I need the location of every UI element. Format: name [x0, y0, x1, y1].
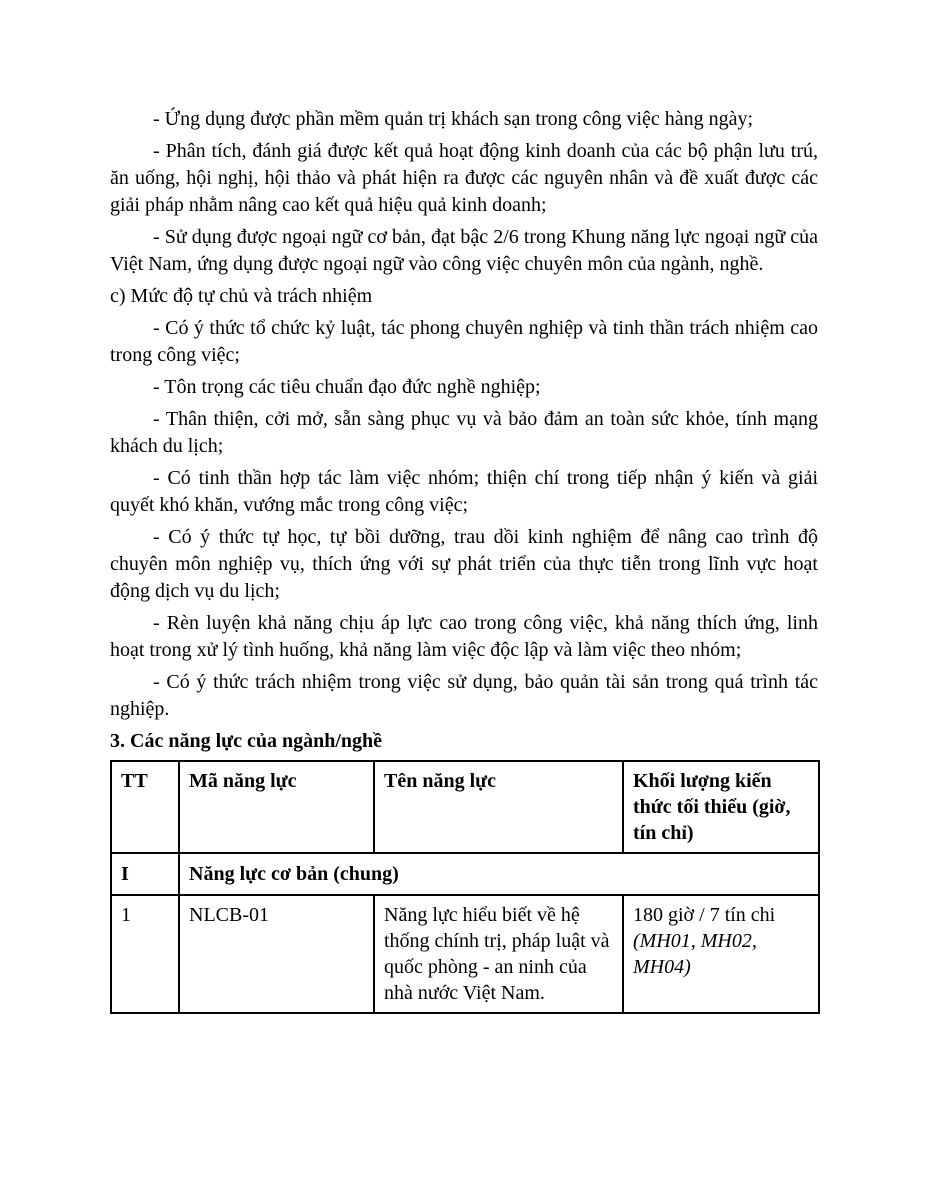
paragraph-ung-dung: - Ứng dụng được phần mềm quản trị khách sạn trong công việc hàng ngày; — [153, 108, 754, 130]
competency-table — [110, 760, 820, 1014]
table-header-row — [111, 761, 819, 853]
cell-competency-code: NLCB-01 — [179, 895, 374, 1013]
subsection-heading-c: c) Mức độ tự chủ và trách nhiệm — [110, 285, 373, 307]
group-row-title: Năng lực cơ bản (chung) — [179, 853, 819, 895]
volume-hours: 180 giờ / 7 tín chi — [633, 904, 776, 926]
paragraph-y-thuc-to-chuc: - Có ý thức tổ chức kỷ luật, tác phong chuyên nghiệp và tinh thần trách nhiệm cao trong công việc; — [110, 317, 818, 366]
volume-note: (MH01, MH02, MH04) — [633, 930, 757, 978]
group-row-number: I — [111, 853, 179, 895]
paragraph-phan-tich: - Phân tích, đánh giá được kết quả hoạt động kinh doanh của các bộ phận lưu trú, ăn uống, hội nghị, hội thảo và phát hiện ra được các nguyên nhân và đề xuất được các giải pháp nhằm nâng cao kết quả hiệu quả kinh doanh; — [110, 140, 818, 216]
paragraph-trach-nhiem-tai-san: - Có ý thức trách nhiệm trong việc sử dụng, bảo quản tài sản trong quá trình tác nghiệp. — [110, 671, 818, 720]
paragraph-ren-luyen: - Rèn luyện khả năng chịu áp lực cao trong công việc, khả năng thích ứng, linh hoạt trong xử lý tình huống, khả năng làm việc độc lập và làm việc theo nhóm; — [110, 612, 818, 661]
cell-row-number: 1 — [111, 895, 179, 1013]
table-row — [111, 895, 819, 1013]
column-header-tt: TT — [111, 761, 179, 853]
column-header-ten-nang-luc: Tên năng lực — [374, 761, 623, 853]
table-group-row — [111, 853, 819, 895]
paragraph-ton-trong: - Tôn trọng các tiêu chuẩn đạo đức nghề nghiệp; — [153, 376, 541, 398]
paragraph-tu-hoc: - Có ý thức tự học, tự bồi dưỡng, trau dồi kinh nghiệm để nâng cao trình độ chuyên môn nghiệp vụ, thích ứng với sự phát triển của thực tiễn trong lĩnh vực hoạt động dịch vụ du lịch; — [110, 526, 818, 602]
cell-volume — [623, 895, 819, 1013]
section-heading-3: 3. Các năng lực của ngành/nghề — [110, 730, 383, 752]
column-header-ma-nang-luc: Mã năng lực — [179, 761, 374, 853]
paragraph-su-dung-ngoai-ngu: - Sử dụng được ngoại ngữ cơ bản, đạt bậc 2/6 trong Khung năng lực ngoại ngữ của Việt Nam, ứng dụng được ngoại ngữ vào công việc chuyên môn của ngành, nghề. — [110, 226, 818, 275]
paragraph-than-thien: - Thân thiện, cởi mở, sẵn sàng phục vụ và bảo đảm an toàn sức khỏe, tính mạng khách du lịch; — [110, 408, 818, 457]
paragraph-tinh-than-hop-tac: - Có tinh thần hợp tác làm việc nhóm; thiện chí trong tiếp nhận ý kiến và giải quyết khó khăn, vướng mắc trong công việc; — [110, 467, 818, 516]
column-header-khoi-luong: Khối lượng kiến thức tối thiểu (giờ, tín chỉ) — [623, 761, 819, 853]
cell-competency-name: Năng lực hiểu biết về hệ thống chính trị, pháp luật và quốc phòng - an ninh của nhà nước Việt Nam. — [374, 895, 623, 1013]
